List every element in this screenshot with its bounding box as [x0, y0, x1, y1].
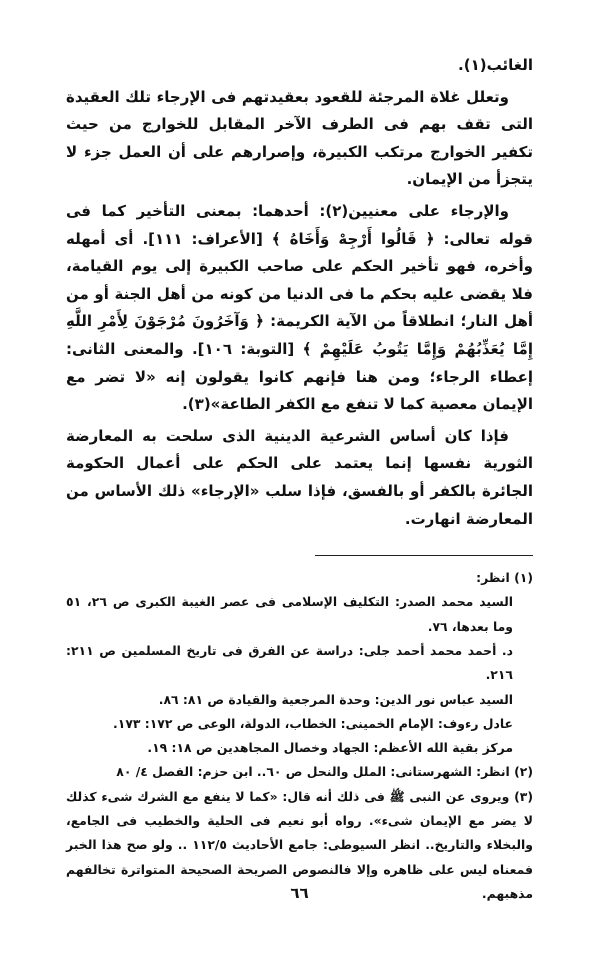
footnote-2: (٢) انظر: الشهرستانى: الملل والنحل ص ٦٠.. ابن حزم: الفصل ٤/ ٨٠ [116, 764, 533, 780]
footnote-1-heading: (١) انظر: [476, 570, 533, 586]
paragraph-4: فإذا كان أساس الشرعية الدينية الذى سلحت به المعارضة الثورية نفسها إنما يعتمد على الحكم على أعمال الحكومة الجائرة بالكفر أو بالفسق، فإذا سلب «الإرجاء» ذلك الأساس من المعارضة انهارت. [66, 426, 533, 528]
footnote-3: (٣) ويروى عن النبى ﷺ فى ذلك أنه قال: «كما لا ينفع مع الشرك شىء كذلك لا يضر مع الإيمان شىء». رواه أبو نعيم فى الحلية والخطيب فى الجامع، والبخلاء والتاريخ.. انظر السيوطى: جامع الأحاديث ١١٢/٥ .. ولو صح هذا الخبر فمعناه ليس على ظاهره وإلا فالنصوص الصريحة الصحيحة المتواترة تخالفهم مذهبهم. [66, 788, 533, 901]
footnote-1-ref-1: السيد محمد الصدر: التكليف الإسلامى فى عصر الغيبة الكبرى ص ٢٦، ٥١ وما بعدها، ٧٦. [66, 594, 513, 634]
paragraph-2: وتعلل غلاة المرجئة للقعود بعقيدتهم فى الإرجاء تلك العقيدة التى تقف بهم فى الطرف الآخر المقابل للخوارج من حيث تكفير الخوارج مرتكب الكبيرة، وإصرارهم على أن العمل جزء لا يتجزأ من الإيمان. [66, 87, 533, 189]
paragraph-1: الغائب(١). [458, 56, 533, 74]
footnote-1-ref-3: السيد عباس نور الدين: وحدة المرجعية والقيادة ص ٨١: ٨٦. [158, 691, 513, 707]
footnote-1-ref-4: عادل رءوف: الإمام الخمينى: الخطاب، الدولة، الوعى ص ١٧٢: ١٧٣. [113, 715, 513, 731]
footnotes [66, 566, 533, 906]
footnote-1-ref-2: د. أحمد محمد أحمد جلى: دراسة عن الفرق فى تاريخ المسلمين ص ٢١١: ٢١٦. [66, 642, 513, 683]
paragraph-3: والإرجاء على معنيين(٢): أحدهما: بمعنى التأخير كما فى قوله تعالى: ﴿ قَالُوا أَرْجِهْ وَأَخَاهُ ﴾ [الأعراف: ١١١]. أى أمهله وأخره، فهو تأخير الحكم على صاحب الكبيرة إلى يوم القيامة، فلا يقضى عليه بحكم ما فى الدنيا من كونه من أهل الجنة أو من أهل النار؛ انطلاقاً من الآية الكريمة: ﴿ وَآخَرُونَ مُرْجَوْنَ لِأَمْرِ اللَّهِ إِمَّا يُعَذِّبُهُمْ وَإِمَّا يَتُوبُ عَلَيْهِمْ ﴾ [التوبة: ١٠٦]. والمعنى الثانى: إعطاء الرجاء؛ ومن هنا فإنهم كانوا يقولون إنه «لا تضر مع الإيمان معصية كما لا تنفع مع الكفر الطاعة»(٣). [66, 201, 533, 414]
footnote-divider [315, 555, 533, 556]
main-text [66, 52, 533, 533]
footnote-1-ref-5: مركز بقية الله الأعظم: الجهاد وخصال المجاهدين ص ١٨: ١٩. [147, 740, 513, 756]
page-number: ٦٦ [290, 884, 309, 902]
